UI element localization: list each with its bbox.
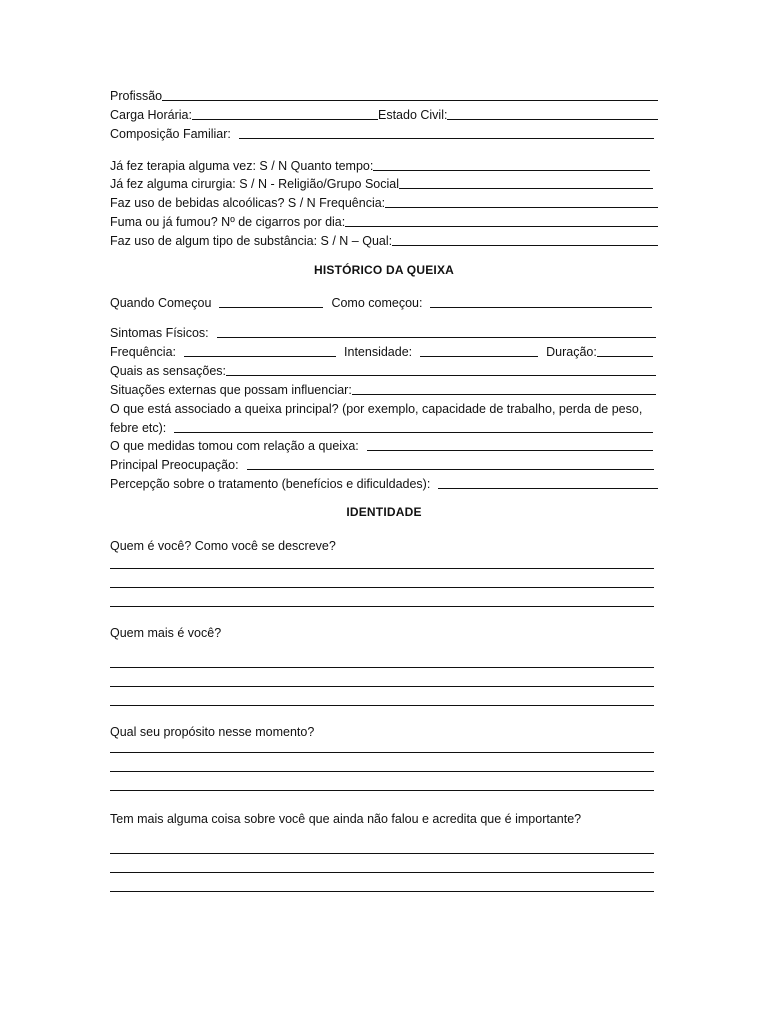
substancia-row <box>110 229 658 248</box>
associado-blank <box>174 432 653 433</box>
percepcao-row <box>110 472 658 491</box>
profissao-blank <box>162 100 658 101</box>
percepcao-label: Percepção sobre o tratamento (benefícios e dificuldades): <box>110 477 431 491</box>
quando-comecou-label: Quando Começou <box>110 296 212 310</box>
estado-civil-label: Estado Civil: <box>377 108 448 122</box>
sintomas-row <box>110 321 656 340</box>
bebidas-row <box>110 191 658 210</box>
como-comecou-blank <box>430 307 652 308</box>
situacoes-row <box>110 378 656 397</box>
situacoes-label: Situações externas que possam influenciar: <box>110 383 352 397</box>
medidas-row <box>110 434 653 453</box>
percepcao-blank <box>438 488 658 489</box>
answer-line <box>110 891 654 892</box>
como-comecou-label: Como começou: <box>331 296 423 310</box>
fuma-label: Fuma ou já fumou? Nº de cigarros por dia: <box>110 215 346 229</box>
composicao-familiar-blank <box>239 138 654 139</box>
associado-label: O que está associado a queixa principal? (por exemplo, capacidade de trabalho, perda de peso, <box>110 402 643 416</box>
answer-line <box>110 667 654 668</box>
cirurgia-row <box>110 172 653 191</box>
cirurgia-label: Já fez alguma cirurgia: S / N - Religião/Grupo Social <box>110 177 400 191</box>
answer-line <box>110 686 654 687</box>
carga-horaria-blank <box>192 119 378 120</box>
answer-line <box>110 606 654 607</box>
profissao-label: Profissão <box>110 89 163 103</box>
question-4-label: Tem mais alguma coisa sobre você que ainda não falou e acredita que é importante? <box>110 812 582 826</box>
sensacoes-label: Quais as sensações: <box>110 364 227 378</box>
sensacoes-blank <box>226 375 656 376</box>
answer-line <box>110 568 654 569</box>
answer-line <box>110 790 654 791</box>
terapia-label: Já fez terapia alguma vez: S / N Quanto tempo: <box>110 159 374 173</box>
question-2-label: Quem mais é você? <box>110 626 222 640</box>
profissao-row <box>110 84 658 103</box>
answer-line <box>110 771 654 772</box>
question-1-label: Quem é você? Como você se descreve? <box>110 539 336 553</box>
quando-comecou-blank <box>219 307 323 308</box>
composicao-familiar-label: Composição Familiar: <box>110 127 231 141</box>
sintomas-label: Sintomas Físicos: <box>110 326 209 340</box>
medidas-label: O que medidas tomou com relação a queixa: <box>110 439 359 453</box>
sintomas-blank <box>217 337 656 338</box>
terapia-row <box>110 154 650 173</box>
preocupacao-blank <box>247 469 654 470</box>
situacoes-blank <box>352 394 656 395</box>
answer-line <box>110 587 654 588</box>
preocupacao-label: Principal Preocupação: <box>110 458 239 472</box>
freq-int-dur-row <box>110 340 653 359</box>
frequencia-blank <box>184 356 336 357</box>
bebidas-blank <box>385 207 658 208</box>
question-1 <box>110 534 658 553</box>
fuma-blank <box>345 226 658 227</box>
question-4 <box>110 807 658 826</box>
sensacoes-row <box>110 359 656 378</box>
composicao-row <box>110 122 654 141</box>
associado-row-2 <box>110 416 653 435</box>
answer-line <box>110 872 654 873</box>
terapia-blank <box>373 170 650 171</box>
bebidas-label: Faz uso de bebidas alcoólicas? S / N Frequência: <box>110 196 386 210</box>
duracao-blank <box>597 356 653 357</box>
carga-estado-row <box>110 103 658 122</box>
associado-row-1 <box>110 397 658 416</box>
intensidade-label: Intensidade: <box>344 345 413 359</box>
answer-line <box>110 853 654 854</box>
cirurgia-blank <box>399 188 653 189</box>
answer-line <box>110 752 654 753</box>
duracao-label: Duração: <box>546 345 597 359</box>
frequencia-label: Frequência: <box>110 345 177 359</box>
answer-line <box>110 705 654 706</box>
question-2 <box>110 621 658 640</box>
preocupacao-row <box>110 453 654 472</box>
fuma-row <box>110 210 658 229</box>
associado-label-cont: febre etc): <box>110 421 167 435</box>
substancia-blank <box>392 245 658 246</box>
question-3-label: Qual seu propósito nesse momento? <box>110 725 315 739</box>
question-3 <box>110 720 658 739</box>
carga-horaria-label: Carga Horária: <box>110 108 192 122</box>
historico-queixa-heading: HISTÓRICO DA QUEIXA <box>313 263 455 277</box>
substancia-label: Faz uso de algum tipo de substância: S / N – Qual: <box>110 234 393 248</box>
identidade-heading: IDENTIDADE <box>346 505 422 519</box>
estado-civil-blank <box>447 119 658 120</box>
comecou-row <box>110 291 652 310</box>
intensidade-blank <box>420 356 538 357</box>
medidas-blank <box>367 450 653 451</box>
